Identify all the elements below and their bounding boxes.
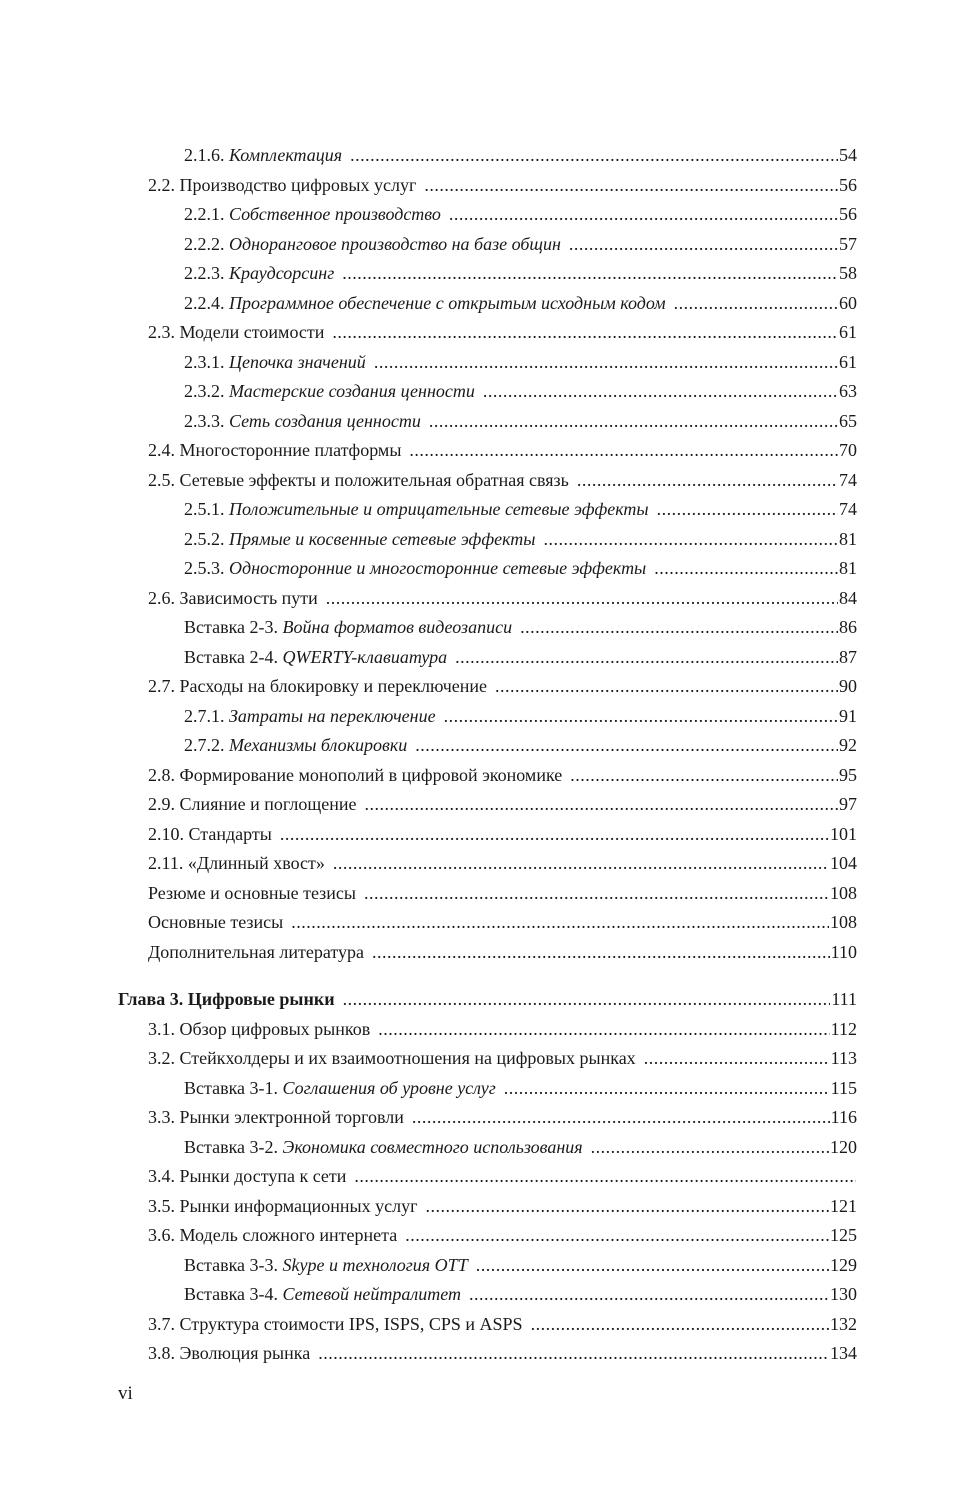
toc-leader-dots [543, 526, 838, 552]
toc-entry-number: 2.9. [148, 794, 180, 814]
toc-leader-dots [409, 437, 838, 463]
toc-entry-page: 116 [830, 1107, 857, 1127]
toc-entry-title: Сетевой нейтралитет [282, 1284, 461, 1304]
toc-entry-number: 2.5.1. [184, 499, 229, 519]
toc-entry-title: Производство цифровых услуг [179, 175, 417, 195]
toc-entry [148, 1311, 857, 1337]
toc-entry-title: Обзор цифровых рынков [179, 1019, 371, 1039]
toc-entry-page: 81 [839, 529, 857, 549]
toc-entry-page: 63 [839, 381, 857, 401]
toc-leader-dots [364, 791, 838, 817]
toc-leader-dots [342, 260, 838, 286]
toc-entry-number: Вставка 3-4. [184, 1284, 283, 1304]
toc-entry-title: Война форматов видеозаписи [282, 617, 513, 637]
toc-leader-dots [326, 585, 838, 611]
toc-entry [148, 762, 857, 788]
toc-entry [148, 1045, 857, 1071]
toc-entry-title: Комплектация [229, 145, 343, 165]
toc-leader-dots [577, 467, 838, 493]
toc-entry-number: 2.2.2. [184, 234, 229, 254]
toc-entry-title: Структура стоимости IPS, ISPS, CPS и ASPS [179, 1314, 523, 1334]
toc-entry [148, 319, 857, 345]
toc-entry [148, 1163, 857, 1189]
toc-entry [184, 1281, 857, 1307]
toc-entry-number: 3.6. [148, 1225, 180, 1245]
toc-entry-title: Положительные и отрицательные сетевые эффекты [229, 499, 649, 519]
toc-entry-page: 81 [839, 558, 857, 578]
toc-entry [184, 732, 857, 758]
toc-leader-dots [374, 349, 838, 375]
toc-entry-page: 120 [830, 1137, 857, 1157]
toc-entry-number: 2.2.4. [184, 293, 229, 313]
toc-entry-number: Вставка 2-3. [184, 617, 283, 637]
toc-entry-page: 56 [839, 175, 857, 195]
toc-entry [148, 909, 857, 935]
toc-entry-title: Модели стоимости [179, 322, 325, 342]
toc-entry [148, 939, 857, 965]
toc-leader-dots [476, 1252, 829, 1278]
toc-entry [148, 880, 857, 906]
toc-entry-title: Эволюция рынка [179, 1343, 311, 1363]
toc-entry-number: 2.7.2. [184, 735, 229, 755]
toc-leader-dots [291, 909, 829, 935]
toc-leader-dots [343, 986, 831, 1012]
toc-entry [184, 1075, 857, 1101]
toc-entry-number: 2.10. [148, 824, 189, 844]
toc-leader-dots [455, 644, 838, 670]
toc-entry-number: 2.5. [148, 470, 180, 490]
toc-entry-page: 84 [839, 588, 857, 608]
toc-entry [148, 172, 857, 198]
toc-entry-page: 108 [830, 912, 857, 932]
toc-leader-dots [520, 614, 838, 640]
toc-entry-number: 2.11. [148, 853, 188, 873]
toc-entry-page: 101 [830, 824, 857, 844]
toc-leader-dots [449, 201, 838, 227]
toc-entry-page: 129 [830, 1255, 857, 1275]
toc-entry-page: 104 [830, 853, 857, 873]
toc-leader-dots [333, 850, 829, 876]
toc-entry [148, 1104, 857, 1130]
toc-entry-title: Сетевые эффекты и положительная обратная связь [179, 470, 569, 490]
toc-leader-dots [504, 1075, 830, 1101]
toc-entry-title: Механизмы блокировки [229, 735, 408, 755]
toc-entry [184, 260, 857, 286]
toc-entry-page: 58 [839, 263, 857, 283]
toc-leader-dots [364, 880, 829, 906]
toc-entry-page: 108 [830, 883, 857, 903]
toc-entry-number: 2.8. [148, 765, 180, 785]
toc-entry-title: Стейкхолдеры и их взаимоотношения на цифровых рынках [179, 1048, 636, 1068]
toc-entry-title: Программное обеспечение с открытым исходным кодом [229, 293, 666, 313]
toc-entry-page: 57 [839, 234, 857, 254]
toc-leader-dots [372, 939, 830, 965]
toc-entry-number: 2.7. [148, 676, 180, 696]
toc-entry-title: Односторонние и многосторонние сетевые эффекты [229, 558, 647, 578]
toc-entry-number: Вставка 3-2. [184, 1137, 283, 1157]
toc-entry-title: Краудсорсинг [229, 263, 335, 283]
toc-entry-page: 86 [839, 617, 857, 637]
toc-entry-number: 2.1.6. [184, 145, 229, 165]
toc-entry [184, 231, 857, 257]
toc-entry [148, 1016, 857, 1042]
toc-leader-dots [531, 1311, 829, 1337]
toc-entry-number: 3.7. [148, 1314, 180, 1334]
toc-entry-page: 110 [830, 942, 857, 962]
toc-entry-title: Основные тезисы [148, 912, 284, 932]
toc-entry [148, 1340, 857, 1366]
toc-entry [184, 201, 857, 227]
toc-entry [148, 821, 857, 847]
toc-entry [148, 585, 857, 611]
toc-entry-number: 2.3.3. [184, 411, 229, 431]
toc-entry-number: 2.2.3. [184, 263, 229, 283]
toc-entry-title: Слияние и поглощение [179, 794, 357, 814]
toc-leader-dots [412, 1104, 830, 1130]
toc-entry [148, 673, 857, 699]
toc-entry-title: Мастерские создания ценности [229, 381, 475, 401]
toc-entry-number: 2.3. [148, 322, 180, 342]
toc-entry [184, 378, 857, 404]
toc-entry-title: Многосторонние платформы [179, 440, 402, 460]
toc-leader-dots [354, 1163, 856, 1189]
toc-leader-dots [280, 821, 829, 847]
toc-entry-page: 61 [839, 352, 857, 372]
toc-entry-number: 2.7.1. [184, 706, 229, 726]
toc-entry-page: 130 [830, 1284, 857, 1304]
toc-leader-dots [318, 1340, 829, 1366]
toc-entry [148, 791, 857, 817]
toc-entry-title: «Длинный хвост» [187, 853, 325, 873]
toc-entry-title: Skype и технология OTT [282, 1255, 468, 1275]
toc-entry-page: 97 [839, 794, 857, 814]
toc-entry-page: 134 [830, 1343, 857, 1363]
toc-entry [148, 437, 857, 463]
toc-entry-number: 2.2.1. [184, 204, 229, 224]
toc-entry-title: Соглашения об уровне услуг [282, 1078, 496, 1098]
toc-leader-dots [444, 703, 838, 729]
toc-leader-dots [405, 1222, 829, 1248]
toc-entry-page: 74 [839, 470, 857, 490]
toc-entry-page: 65 [839, 411, 857, 431]
toc-leader-dots [350, 142, 838, 168]
toc-leader-dots [483, 378, 838, 404]
toc-entry-page: 121 [830, 1196, 857, 1216]
toc-entry-page: 54 [839, 145, 857, 165]
toc-leader-dots [570, 762, 838, 788]
toc-entry-number: 2.5.2. [184, 529, 229, 549]
toc-entry-page: 112 [830, 1019, 857, 1039]
toc-entry [184, 349, 857, 375]
toc-entry-title: Собственное производство [229, 204, 441, 224]
toc-entry-title: Экономика совместного использования [282, 1137, 583, 1157]
toc-leader-dots [569, 231, 838, 257]
toc-entry [184, 644, 857, 670]
toc-leader-dots [495, 673, 838, 699]
toc-leader-dots [332, 319, 838, 345]
toc-entry-number: 3.2. [148, 1048, 180, 1068]
toc-entry-page: 90 [839, 676, 857, 696]
toc-entry-page: 92 [839, 735, 857, 755]
toc-leader-dots [657, 496, 838, 522]
toc-entry-page: 132 [830, 1314, 857, 1334]
toc-entry-number: 3.8. [148, 1343, 180, 1363]
toc-entry-number: 3.1. [148, 1019, 180, 1039]
toc-entry-page: 87 [839, 647, 857, 667]
toc-chapter-entry [118, 986, 857, 1012]
toc-entry [184, 408, 857, 434]
toc-entry [184, 1134, 857, 1160]
toc-entry-title: Цепочка значений [229, 352, 366, 372]
toc-entry-number: Вставка 3-3. [184, 1255, 283, 1275]
toc-entry-number: Вставка 3-1. [184, 1078, 283, 1098]
toc-entry-number: 2.4. [148, 440, 180, 460]
toc-entry-number: 3.4. [148, 1166, 180, 1186]
toc-entry [148, 467, 857, 493]
toc-leader-dots [415, 732, 838, 758]
toc-entry [184, 703, 857, 729]
toc-entry-title: Прямые и косвенные сетевые эффекты [229, 529, 536, 549]
toc-entry-number: 3.3. [148, 1107, 180, 1127]
page-number: vi [118, 1383, 133, 1404]
toc-entry-title: QWERTY-клавиатура [282, 647, 448, 667]
toc-entry [184, 1252, 857, 1278]
toc-leader-dots [674, 290, 838, 316]
toc-entry-page: 56 [839, 204, 857, 224]
toc-entry [184, 555, 857, 581]
toc-leader-dots [469, 1281, 829, 1307]
toc-entry-title: Модель сложного интернета [179, 1225, 398, 1245]
toc-entry-title: Стандарты [188, 824, 272, 844]
toc-entry [184, 142, 857, 168]
toc-entry-title: Сеть создания ценности [229, 411, 421, 431]
toc-entry [184, 526, 857, 552]
toc-entry-page: 91 [839, 706, 857, 726]
toc-entry-title: Затраты на переключение [229, 706, 436, 726]
toc-entry-page: 61 [839, 322, 857, 342]
toc-entry-title: Формирование монополий в цифровой экономике [179, 765, 563, 785]
toc-entry-page: 95 [839, 765, 857, 785]
toc-entry [184, 290, 857, 316]
toc-entry-number: Глава 3. [118, 989, 188, 1009]
toc-leader-dots [378, 1016, 829, 1042]
toc-entry [148, 1193, 857, 1219]
toc-leader-dots [424, 172, 838, 198]
toc-entry-title: Рынки информационных услуг [179, 1196, 418, 1216]
toc-entry-title: Одноранговое производство на базе общин [229, 234, 561, 254]
toc-entry-page: 113 [830, 1048, 857, 1068]
toc-entry-page: 125 [830, 1225, 857, 1245]
toc-entry-title: Цифровые рынки [187, 989, 335, 1009]
toc-entry-page: 74 [839, 499, 857, 519]
toc-leader-dots [429, 408, 838, 434]
toc-entry-title: Резюме и основные тезисы [148, 883, 357, 903]
toc-entry-page: 115 [830, 1078, 857, 1098]
toc-entry-number: 2.3.2. [184, 381, 229, 401]
toc-entry-page: 111 [831, 989, 857, 1009]
toc-entry-title: Рынки электронной торговли [179, 1107, 404, 1127]
toc-entry-number: Вставка 2-4. [184, 647, 283, 667]
toc-entry-page: 60 [839, 293, 857, 313]
toc-entry-page: 70 [839, 440, 857, 460]
toc-entry [148, 850, 857, 876]
toc-entry-title: Расходы на блокировку и переключение [179, 676, 488, 696]
toc-entry-number: 2.6. [148, 588, 180, 608]
toc-leader-dots [426, 1193, 829, 1219]
toc-entry-title: Дополнительная литература [148, 942, 364, 962]
toc-entry [148, 1222, 857, 1248]
toc-entry-number: 2.2. [148, 175, 180, 195]
toc-entry-number: 2.5.3. [184, 558, 229, 578]
toc-leader-dots [644, 1045, 830, 1071]
toc-entry-number: 3.5. [148, 1196, 180, 1216]
toc-entry-title: Зависимость пути [179, 588, 318, 608]
toc-entry [184, 614, 857, 640]
toc-leader-dots [654, 555, 838, 581]
toc-entry-title: Рынки доступа к сети [179, 1166, 347, 1186]
toc-entry [184, 496, 857, 522]
toc-entry-number: 2.3.1. [184, 352, 229, 372]
toc-leader-dots [591, 1134, 829, 1160]
